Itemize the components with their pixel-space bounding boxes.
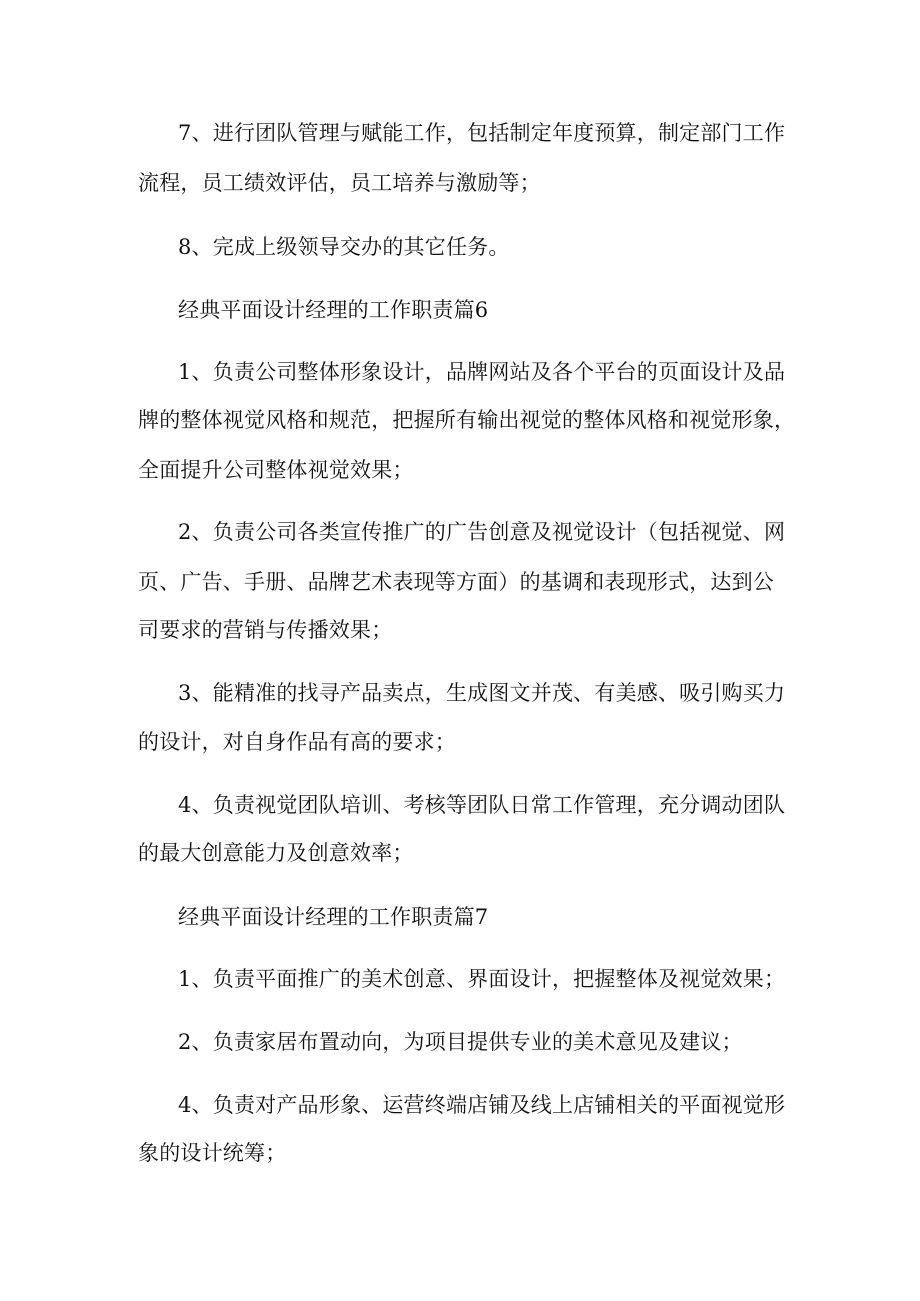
section-heading: 经典平面设计经理的工作职责篇6 [178, 298, 489, 322]
paragraph-line: 8、完成上级领导交办的其它任务。 [178, 235, 510, 259]
paragraph-line: 7、进行团队管理与赋能工作，包括制定年度预算，制定部门工作 [178, 121, 786, 145]
paragraph-line: 全面提升公司整体视觉效果； [138, 458, 414, 482]
paragraph-line: 2、负责家居布置动向，为项目提供专业的美术意见及建议； [178, 1030, 743, 1054]
paragraph-line: 的设计，对自身作品有高的要求； [138, 730, 456, 754]
paragraph-line: 的最大创意能力及创意效率； [138, 841, 414, 865]
paragraph-line: 4、负责视觉团队培训、考核等团队日常工作管理，充分调动团队 [178, 793, 786, 817]
paragraph-line: 4、负责对产品形象、运营终端店铺及线上店铺相关的平面视觉形 [178, 1093, 786, 1117]
section-heading: 经典平面设计经理的工作职责篇7 [178, 905, 489, 929]
paragraph-line: 1、负责平面推广的美术创意、界面设计，把握整体及视觉效果； [178, 967, 786, 991]
paragraph-line: 象的设计统筹； [138, 1141, 287, 1165]
paragraph-line: 3、能精准的找寻产品卖点，生成图文并茂、有美感、吸引购买力 [178, 681, 786, 705]
paragraph-line: 页、广告、手册、品牌艺术表现等方面）的基调和表现形式，达到公 [138, 570, 774, 594]
paragraph-line: 流程，员工绩效评估，员工培养与激励等； [138, 171, 541, 195]
paragraph-line: 1、负责公司整体形象设计，品牌网站及各个平台的页面设计及品 [178, 360, 786, 384]
paragraph-line: 2、负责公司各类宣传推广的广告创意及视觉设计（包括视觉、网 [178, 520, 786, 544]
paragraph-line: 牌的整体视觉风格和规范，把握所有输出视觉的整体风格和视觉形象， [138, 408, 796, 432]
paragraph-line: 司要求的营销与传播效果； [138, 618, 393, 642]
